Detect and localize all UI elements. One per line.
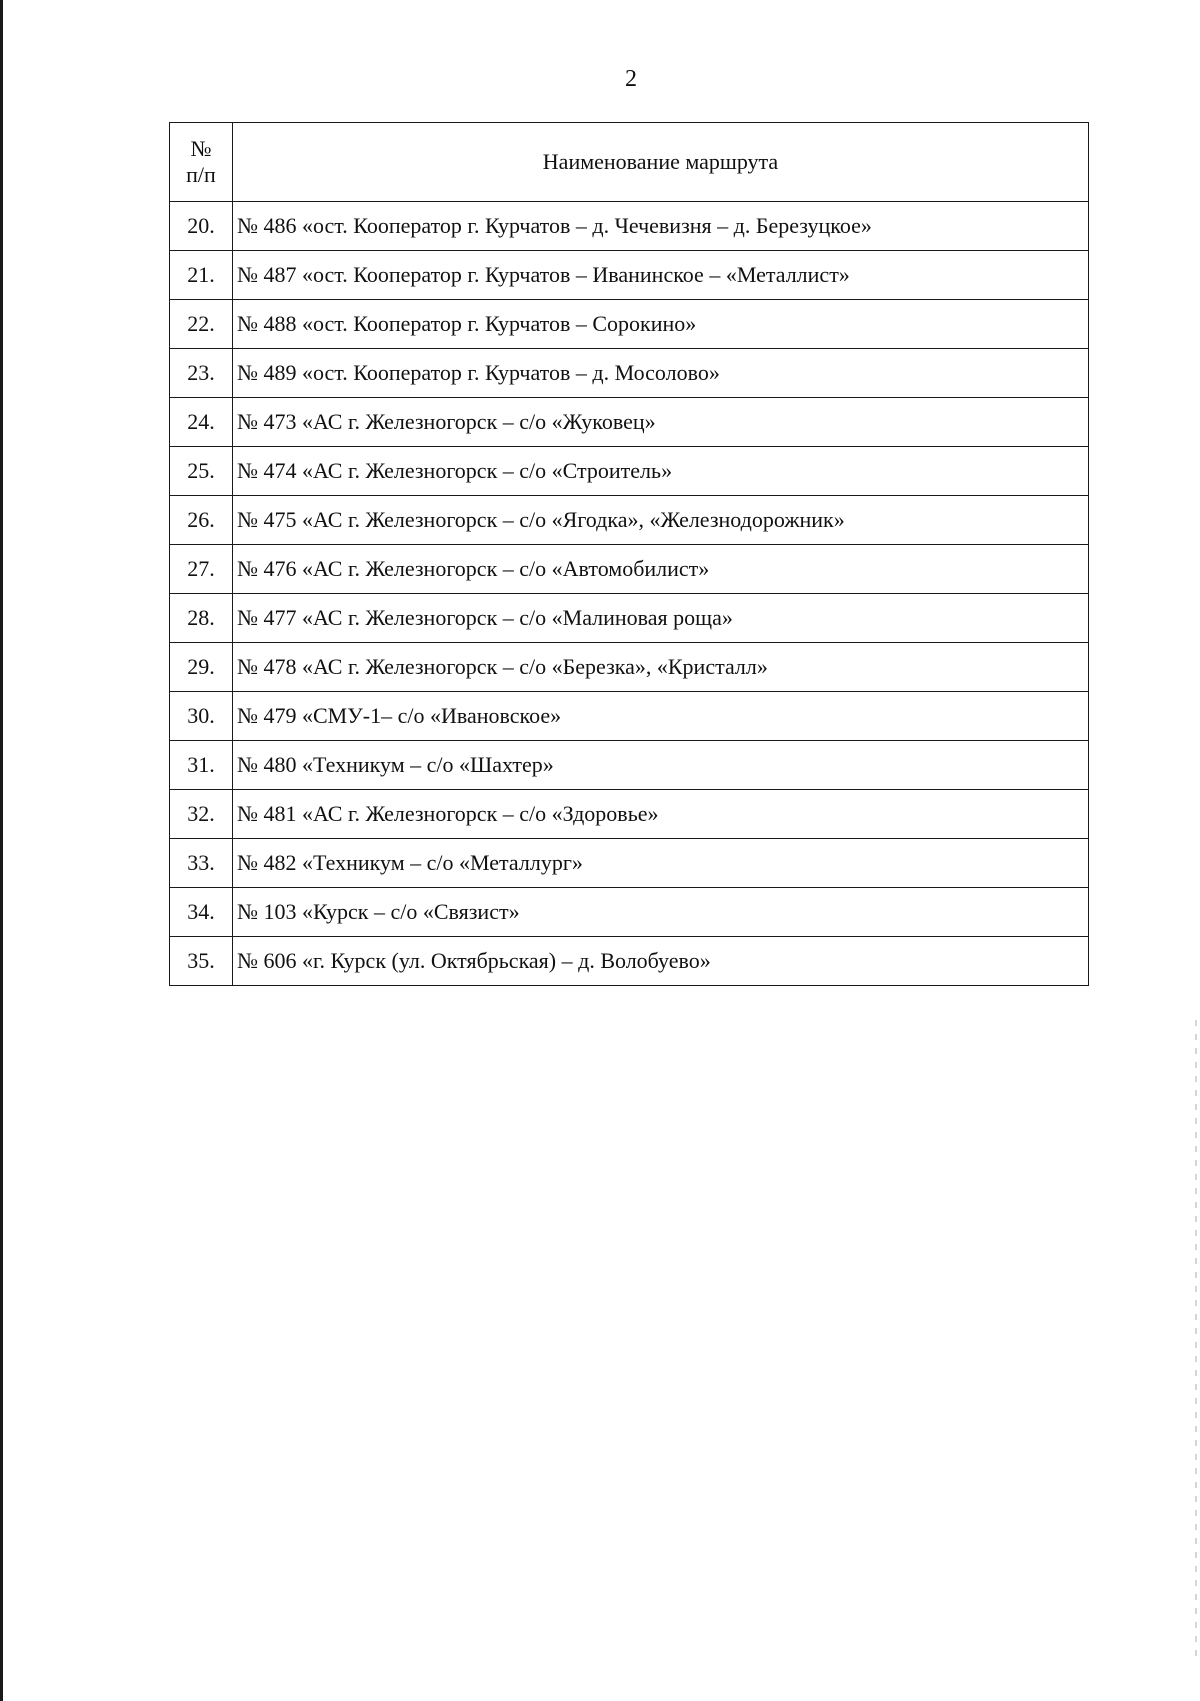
- table-row: [170, 790, 1089, 839]
- row-number: 28.: [170, 594, 233, 643]
- table-row: [170, 202, 1089, 251]
- table-row: [170, 643, 1089, 692]
- table-row: [170, 251, 1089, 300]
- route-name: № 488 «ост. Кооператор г. Курчатов – Сорокино»: [233, 300, 1089, 349]
- table-header-row: [170, 123, 1089, 202]
- row-number: 31.: [170, 741, 233, 790]
- row-number: 34.: [170, 888, 233, 937]
- row-number: 25.: [170, 447, 233, 496]
- table-row: [170, 839, 1089, 888]
- route-name: № 475 «АС г. Железногорск – с/о «Ягодка», «Железнодорожник»: [233, 496, 1089, 545]
- route-name: № 482 «Техникум – с/о «Металлург»: [233, 839, 1089, 888]
- route-name: № 103 «Курск – с/о «Связист»: [233, 888, 1089, 937]
- row-number: 20.: [170, 202, 233, 251]
- table-row: [170, 300, 1089, 349]
- header-number-cell: [170, 123, 233, 202]
- row-number: 30.: [170, 692, 233, 741]
- table-row: [170, 937, 1089, 986]
- header-number-symbol: №: [190, 136, 212, 161]
- route-name: № 478 «АС г. Железногорск – с/о «Березка», «Кристалл»: [233, 643, 1089, 692]
- route-name: № 474 «АС г. Железногорск – с/о «Строитель»: [233, 447, 1089, 496]
- row-number: 33.: [170, 839, 233, 888]
- route-name: № 486 «ост. Кооператор г. Курчатов – д. Чечевизня – д. Березуцкое»: [233, 202, 1089, 251]
- route-name: № 480 «Техникум – с/о «Шахтер»: [233, 741, 1089, 790]
- route-name: № 489 «ост. Кооператор г. Курчатов – д. Мосолово»: [233, 349, 1089, 398]
- page-number: 2: [625, 66, 637, 92]
- route-name: № 476 «АС г. Железногорск – с/о «Автомобилист»: [233, 545, 1089, 594]
- scan-left-edge: [0, 0, 3, 1701]
- route-name: № 606 «г. Курск (ул. Октябрьская) – д. Волобуево»: [233, 937, 1089, 986]
- route-name: № 487 «ост. Кооператор г. Курчатов – Иванинское – «Металлист»: [233, 251, 1089, 300]
- table-row: [170, 741, 1089, 790]
- row-number: 23.: [170, 349, 233, 398]
- table-row: [170, 398, 1089, 447]
- route-name: № 477 «АС г. Железногорск – с/о «Малиновая роща»: [233, 594, 1089, 643]
- route-name: № 473 «АС г. Железногорск – с/о «Жуковец»: [233, 398, 1089, 447]
- row-number: 24.: [170, 398, 233, 447]
- row-number: 22.: [170, 300, 233, 349]
- header-route-name: Наименование маршрута: [233, 123, 1089, 202]
- row-number: 27.: [170, 545, 233, 594]
- row-number: 26.: [170, 496, 233, 545]
- table-row: [170, 888, 1089, 937]
- scan-right-mark: [1195, 1020, 1197, 1660]
- table-body: [170, 202, 1089, 986]
- row-number: 32.: [170, 790, 233, 839]
- table-row: [170, 692, 1089, 741]
- header-number-pp: п/п: [186, 162, 216, 187]
- row-number: 21.: [170, 251, 233, 300]
- row-number: 29.: [170, 643, 233, 692]
- route-name: № 481 «АС г. Железногорск – с/о «Здоровье»: [233, 790, 1089, 839]
- table-row: [170, 447, 1089, 496]
- table-row: [170, 594, 1089, 643]
- routes-table: [169, 122, 1089, 986]
- table-row: [170, 349, 1089, 398]
- row-number: 35.: [170, 937, 233, 986]
- table-row: [170, 496, 1089, 545]
- route-name: № 479 «СМУ-1– с/о «Ивановское»: [233, 692, 1089, 741]
- table-row: [170, 545, 1089, 594]
